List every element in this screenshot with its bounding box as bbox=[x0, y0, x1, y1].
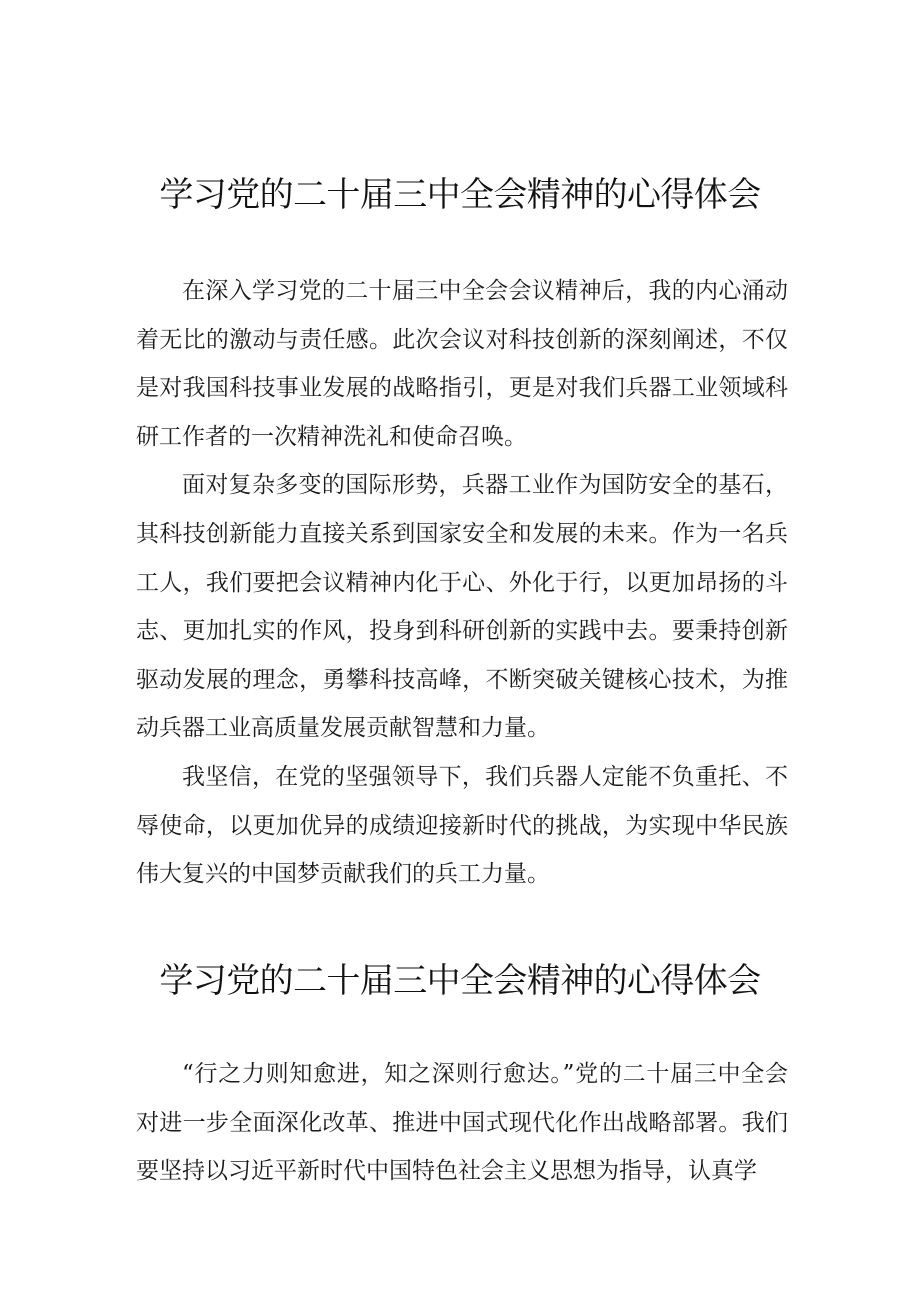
paragraph: 面对复杂多变的国际形势，兵器工业作为国防安全的基石，其科技创新能力直接关系到国家安全和发展的未来。作为一名兵工人，我们要把会议精神内化于心、外化于行，以更加昂扬的斗志、更加扎实的作风，投身到科研创新的实践中去。要秉持创新驱动发展的理念，勇攀科技高峰，不断突破关键核心技术，为推动兵器工业高质量发展贡献智慧和力量。 bbox=[136, 472, 788, 742]
article-body bbox=[136, 267, 788, 899]
article-2 bbox=[0, 958, 920, 1185]
article-title: 学习党的二十届三中全会精神的心得体会 bbox=[159, 961, 761, 1001]
article-body bbox=[136, 1050, 788, 1196]
paragraph: 我坚信，在党的坚强领导下，我们兵器人定能不负重托、不辱使命，以更加优异的成绩迎接新时代的挑战，为实现中华民族伟大复兴的中国梦贡献我们的兵工力量。 bbox=[136, 763, 788, 888]
article-1 bbox=[0, 172, 920, 888]
paragraph: 在深入学习党的二十届三中全会会议精神后，我的内心涌动着无比的激动与责任感。此次会议对科技创新的深刻阐述，不仅是对我国科技事业发展的战略指引，更是对我们兵器工业领域科研工作者的一次精神洗礼和使命召唤。 bbox=[136, 278, 788, 450]
article-title: 学习党的二十届三中全会精神的心得体会 bbox=[159, 175, 761, 215]
paragraph: “行之力则知愈进，知之深则行愈达。”党的二十届三中全会对进一步全面深化改革、推进中国式现代化作出战略部署。我们要坚持以习近平新时代中国特色社会主义思想为指导，认真学 bbox=[136, 1061, 788, 1185]
